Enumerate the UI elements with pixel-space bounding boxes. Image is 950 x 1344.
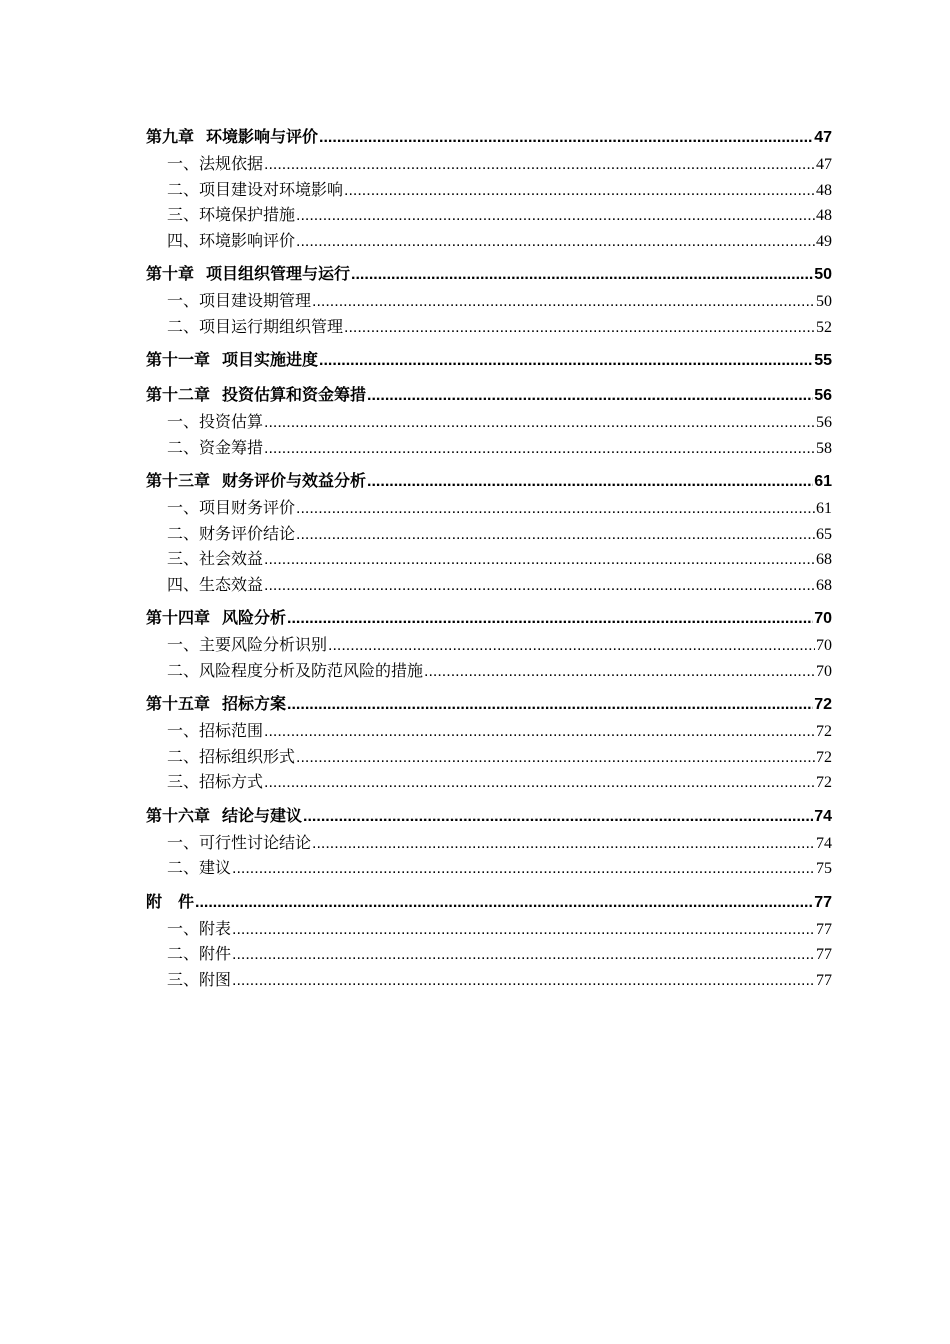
- dot-leader: [232, 856, 815, 882]
- chapter-number: 附 件: [146, 891, 195, 911]
- toc-section-entry[interactable]: [146, 546, 832, 572]
- chapter-page-number: 61: [814, 473, 832, 490]
- dot-leader: [344, 178, 815, 204]
- toc-section-entry[interactable]: [146, 435, 832, 461]
- chapter-page-number: 77: [814, 893, 832, 911]
- toc-section-entry[interactable]: [146, 572, 832, 598]
- section-page-number: 56: [816, 414, 832, 431]
- toc-chapter-block: [146, 466, 832, 597]
- toc-section-entry[interactable]: [146, 658, 832, 684]
- dot-leader: [287, 690, 813, 719]
- section-title: 一、项目财务评价: [167, 498, 296, 517]
- chapter-heading: [146, 801, 302, 830]
- toc-section-entry[interactable]: [146, 632, 832, 658]
- section-title: 三、环境保护措施: [167, 205, 296, 224]
- section-title: 二、项目建设对环境影响: [167, 179, 344, 199]
- toc-section-entry[interactable]: [146, 314, 832, 340]
- toc-section-entry[interactable]: [146, 967, 832, 993]
- toc-section-entry[interactable]: [146, 228, 832, 254]
- chapter-heading: [146, 466, 366, 495]
- dot-leader: [296, 229, 815, 255]
- toc-section-entry[interactable]: [146, 718, 832, 744]
- section-page-number: 50: [816, 293, 832, 310]
- chapter-title: 招标方案: [222, 694, 287, 713]
- toc-chapter-entry[interactable]: [146, 603, 832, 632]
- chapter-heading: [146, 689, 286, 718]
- section-page-number: 75: [816, 860, 832, 877]
- section-title: 四、生态效益: [167, 574, 264, 594]
- section-page-number: 52: [816, 318, 832, 336]
- dot-leader: [344, 315, 815, 341]
- dot-leader: [264, 152, 815, 178]
- chapter-number: 第十章: [146, 264, 195, 283]
- chapter-page-number: 50: [814, 266, 832, 283]
- toc-section-entry[interactable]: [146, 916, 832, 942]
- toc-chapter-entry[interactable]: [146, 259, 832, 288]
- toc-section-entry[interactable]: [146, 521, 832, 547]
- section-page-number: 77: [816, 971, 832, 989]
- chapter-title: 结论与建议: [222, 805, 303, 825]
- chapter-number: 第十三章: [146, 471, 211, 490]
- section-page-number: 61: [816, 500, 832, 517]
- chapter-title: 风险分析: [222, 608, 287, 627]
- section-page-number: 77: [816, 920, 832, 938]
- section-title: 二、招标组织形式: [167, 746, 296, 766]
- toc-chapter-block: [146, 801, 832, 881]
- dot-leader: [232, 968, 815, 994]
- chapter-heading: [146, 603, 286, 632]
- dot-leader: [264, 719, 815, 745]
- section-title: 一、招标范围: [167, 721, 264, 740]
- section-page-number: 58: [816, 439, 832, 457]
- chapter-page-number: 70: [814, 610, 832, 627]
- chapter-title: 项目组织管理与运行: [206, 264, 351, 283]
- section-page-number: 72: [816, 748, 832, 766]
- dot-leader: [319, 346, 813, 375]
- section-title: 二、风险程度分析及防范风险的措施: [167, 660, 424, 680]
- toc-section-entry[interactable]: [146, 830, 832, 856]
- chapter-number: 第十一章: [146, 350, 211, 369]
- toc-chapter-block: [146, 380, 832, 460]
- section-title: 二、建议: [167, 858, 232, 877]
- section-title: 二、资金筹措: [167, 437, 264, 457]
- section-title: 三、招标方式: [167, 772, 264, 791]
- chapter-heading: [146, 887, 194, 916]
- chapter-page-number: 72: [814, 696, 832, 713]
- chapter-title: 环境影响与评价: [206, 127, 319, 146]
- dot-leader: [312, 831, 815, 857]
- section-page-number: 48: [816, 181, 832, 199]
- section-title: 四、环境影响评价: [167, 230, 296, 250]
- chapter-number: 第十四章: [146, 608, 211, 627]
- section-title: 一、可行性讨论结论: [167, 832, 312, 852]
- section-title: 二、附件: [167, 944, 232, 963]
- chapter-heading: [146, 345, 318, 374]
- chapter-heading: [146, 122, 318, 151]
- section-title: 二、财务评价结论: [167, 523, 296, 543]
- section-page-number: 74: [816, 834, 832, 852]
- toc-chapter-block: [146, 887, 832, 993]
- section-title: 二、项目运行期组织管理: [167, 316, 344, 336]
- section-page-number: 72: [816, 723, 832, 740]
- dot-leader: [351, 260, 813, 289]
- toc-chapter-block: [146, 603, 832, 683]
- chapter-number: 第九章: [146, 127, 195, 146]
- chapter-page-number: 47: [814, 129, 832, 146]
- toc-chapter-entry[interactable]: [146, 466, 832, 495]
- toc-chapter-entry[interactable]: [146, 689, 832, 718]
- chapter-heading: [146, 380, 366, 409]
- section-title: 一、投资估算: [167, 412, 264, 431]
- dot-leader: [264, 410, 815, 436]
- toc-section-entry[interactable]: [146, 941, 832, 967]
- dot-leader: [195, 888, 813, 917]
- dot-leader: [232, 942, 815, 968]
- chapter-heading: [146, 259, 350, 288]
- dot-leader: [328, 633, 815, 659]
- dot-leader: [296, 745, 815, 771]
- toc-section-entry[interactable]: [146, 769, 832, 795]
- chapter-title: 财务评价与效益分析: [222, 471, 367, 490]
- section-page-number: 68: [816, 576, 832, 594]
- toc-section-entry[interactable]: [146, 744, 832, 770]
- section-title: 一、主要风险分析识别: [167, 635, 328, 654]
- dot-leader: [296, 496, 815, 522]
- dot-leader: [319, 123, 813, 152]
- section-title: 三、附图: [167, 969, 232, 989]
- section-page-number: 70: [816, 637, 832, 654]
- dot-leader: [264, 547, 815, 573]
- toc-section-entry[interactable]: [146, 177, 832, 203]
- dot-leader: [296, 522, 815, 548]
- dot-leader: [303, 802, 813, 831]
- section-title: 一、附表: [167, 918, 232, 938]
- chapter-title: 投资估算和资金筹措: [222, 385, 367, 404]
- toc-chapter-block: [146, 122, 832, 253]
- toc-section-entry[interactable]: [146, 202, 832, 228]
- toc-section-entry[interactable]: [146, 855, 832, 881]
- dot-leader: [296, 203, 815, 229]
- chapter-page-number: 56: [814, 387, 832, 404]
- section-title: 一、法规依据: [167, 154, 264, 173]
- toc-chapter-block: [146, 259, 832, 339]
- dot-leader: [312, 289, 815, 315]
- section-page-number: 49: [816, 232, 832, 250]
- dot-leader: [424, 659, 815, 685]
- toc-chapter-entry[interactable]: [146, 801, 832, 830]
- toc-section-entry[interactable]: [146, 288, 832, 314]
- toc-chapter-entry[interactable]: [146, 345, 832, 374]
- toc-section-entry[interactable]: [146, 409, 832, 435]
- section-page-number: 72: [816, 774, 832, 791]
- chapter-page-number: 74: [814, 807, 832, 825]
- toc-chapter-entry[interactable]: [146, 380, 832, 409]
- chapter-number: 第十五章: [146, 694, 211, 713]
- section-page-number: 65: [816, 525, 832, 543]
- dot-leader: [367, 381, 813, 410]
- table-of-contents: [146, 122, 832, 998]
- toc-chapter-block: [146, 345, 832, 374]
- section-page-number: 70: [816, 662, 832, 680]
- toc-section-entry[interactable]: [146, 495, 832, 521]
- section-title: 三、社会效益: [167, 549, 264, 568]
- section-page-number: 47: [816, 156, 832, 173]
- toc-chapter-entry[interactable]: [146, 122, 832, 151]
- section-title: 一、项目建设期管理: [167, 291, 312, 310]
- chapter-number: 第十六章: [146, 805, 211, 825]
- dot-leader: [287, 604, 813, 633]
- toc-chapter-entry[interactable]: [146, 887, 832, 916]
- dot-leader: [232, 917, 815, 943]
- toc-section-entry[interactable]: [146, 151, 832, 177]
- toc-chapter-block: [146, 689, 832, 795]
- section-page-number: 68: [816, 551, 832, 568]
- section-page-number: 77: [816, 946, 832, 963]
- chapter-title: 项目实施进度: [222, 350, 319, 369]
- dot-leader: [264, 436, 815, 462]
- chapter-number: 第十二章: [146, 385, 211, 404]
- dot-leader: [264, 573, 815, 599]
- chapter-page-number: 55: [814, 352, 832, 369]
- dot-leader: [264, 770, 815, 796]
- dot-leader: [367, 467, 813, 496]
- section-page-number: 48: [816, 207, 832, 224]
